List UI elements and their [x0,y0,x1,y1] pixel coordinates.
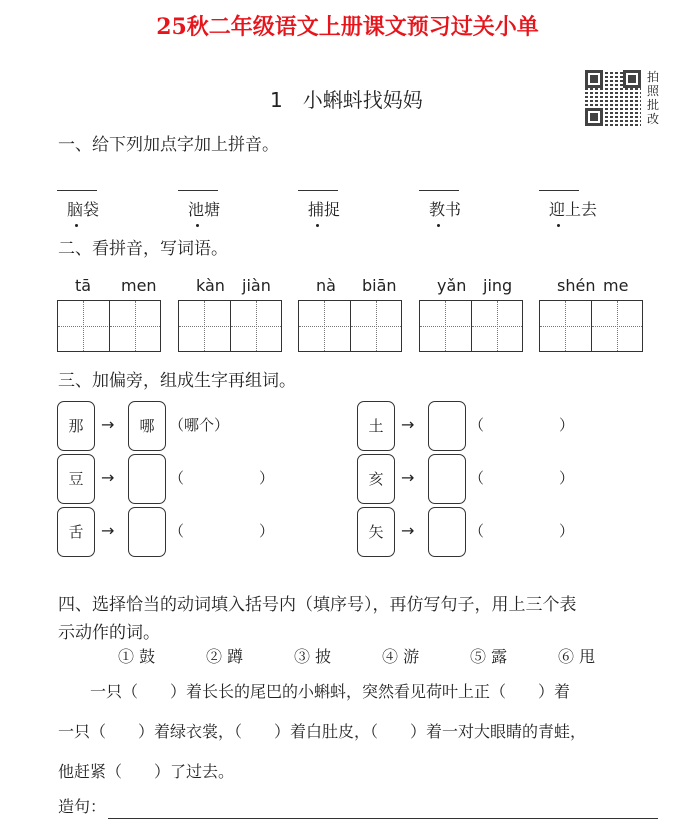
base-character-box: 舌 [57,507,95,557]
passage-line: 他赶紧（ ）了过去。 [58,762,235,781]
grid-cell[interactable] [471,301,522,351]
pinyin-answer-blank[interactable] [178,190,218,191]
word-with-dotted-char: 脑袋 [67,200,100,219]
base-character-box: 那 [57,401,95,451]
verb-option: ⑤ 露 [470,647,508,666]
arrow-icon: → [101,468,115,487]
base-character-box: 豆 [57,454,95,504]
word-answer[interactable]: （ ） [469,469,575,487]
pinyin-syllable: nà [316,276,336,295]
verb-option: ② 蹲 [206,647,244,666]
arrow-icon: → [401,521,415,540]
new-character-box[interactable]: 哪 [128,401,166,451]
pinyin-syllable: tā [75,276,92,295]
pinyin-syllable: men [121,276,157,295]
passage-line: 一只（ ）着长长的尾巴的小蝌蚪，突然看见荷叶上正（ ）着 [58,682,571,701]
writing-grid[interactable] [57,300,161,352]
grid-cell[interactable] [58,301,108,351]
pinyin-answer-blank[interactable] [57,190,97,191]
section4-heading-line2: 示动作的词。 [58,623,160,643]
grid-cell[interactable] [179,301,229,351]
qr-finder-icon [585,70,603,88]
grid-cell[interactable] [350,301,401,351]
verb-option: ③ 披 [294,647,332,666]
pinyin-answer-blank[interactable] [298,190,338,191]
grid-cell[interactable] [591,301,642,351]
emphasis-dot [557,224,560,227]
emphasis-dot [75,224,78,227]
base-character-box: 矢 [357,507,395,557]
grid-cell[interactable] [109,301,160,351]
arrow-icon: → [401,415,415,434]
word-answer[interactable]: （ ） [469,522,575,540]
grid-cell[interactable] [230,301,281,351]
verb-option: ④ 游 [382,647,420,666]
writing-grid[interactable] [178,300,282,352]
pinyin-syllable: jing [483,276,513,295]
qr-code-icon [585,70,641,126]
pinyin-syllable: me [603,276,629,295]
pinyin-answer-blank[interactable] [539,190,579,191]
pinyin-syllable: kàn [196,276,225,295]
worksheet-title: 25秋二年级语文上册课文预习过关小单 [156,14,539,40]
grid-cell[interactable] [299,301,349,351]
sentence-answer-line[interactable] [108,818,658,819]
word-answer[interactable]: （ ） [169,469,275,487]
emphasis-dot [316,224,319,227]
word-with-dotted-char: 迎上去 [549,200,598,219]
arrow-icon: → [401,468,415,487]
qr-label: 拍照批改 [647,70,660,126]
arrow-icon: → [101,521,115,540]
word-with-dotted-char: 捕捉 [308,200,341,219]
qr-finder-icon [585,108,603,126]
sentence-label: 造句： [58,797,107,816]
verb-option: ⑥ 甩 [558,647,596,666]
writing-grid[interactable] [539,300,643,352]
pinyin-syllable: yǎn [437,276,467,295]
new-character-box[interactable] [128,454,166,504]
writing-grid[interactable] [298,300,402,352]
pinyin-syllable: biān [362,276,397,295]
base-character-box: 土 [357,401,395,451]
emphasis-dot [437,224,440,227]
grid-cell[interactable] [420,301,470,351]
pinyin-syllable: jiàn [242,276,271,295]
word-answer[interactable]: （ ） [469,416,575,434]
pinyin-syllable: shén [557,276,596,295]
word-with-dotted-char: 教书 [429,200,462,219]
section3-heading: 三、加偏旁，组成生字再组词。 [58,371,296,391]
word-with-dotted-char: 池塘 [188,200,221,219]
new-character-box[interactable] [428,507,466,557]
section4-heading-line1: 四、选择恰当的动词填入括号内（填序号），再仿写句子，用上三个表 [58,595,577,615]
arrow-icon: → [101,415,115,434]
qr-finder-icon [623,70,641,88]
word-answer[interactable]: （哪个） [169,416,230,434]
new-character-box[interactable] [128,507,166,557]
passage-line: 一只（ ）着绿衣裳，（ ）着白肚皮，（ ）着一对大眼睛的青蛙， [58,722,587,741]
new-character-box[interactable] [428,401,466,451]
lesson-title: 1 小蝌蚪找妈妈 [270,88,423,112]
emphasis-dot [196,224,199,227]
new-character-box[interactable] [428,454,466,504]
grid-cell[interactable] [540,301,590,351]
base-character-box: 亥 [357,454,395,504]
section2-heading: 二、看拼音，写词语。 [58,239,228,259]
section1-heading: 一、给下列加点字加上拼音。 [58,135,279,155]
word-answer[interactable]: （ ） [169,522,275,540]
writing-grid[interactable] [419,300,523,352]
pinyin-answer-blank[interactable] [419,190,459,191]
verb-option: ① 鼓 [118,647,156,666]
